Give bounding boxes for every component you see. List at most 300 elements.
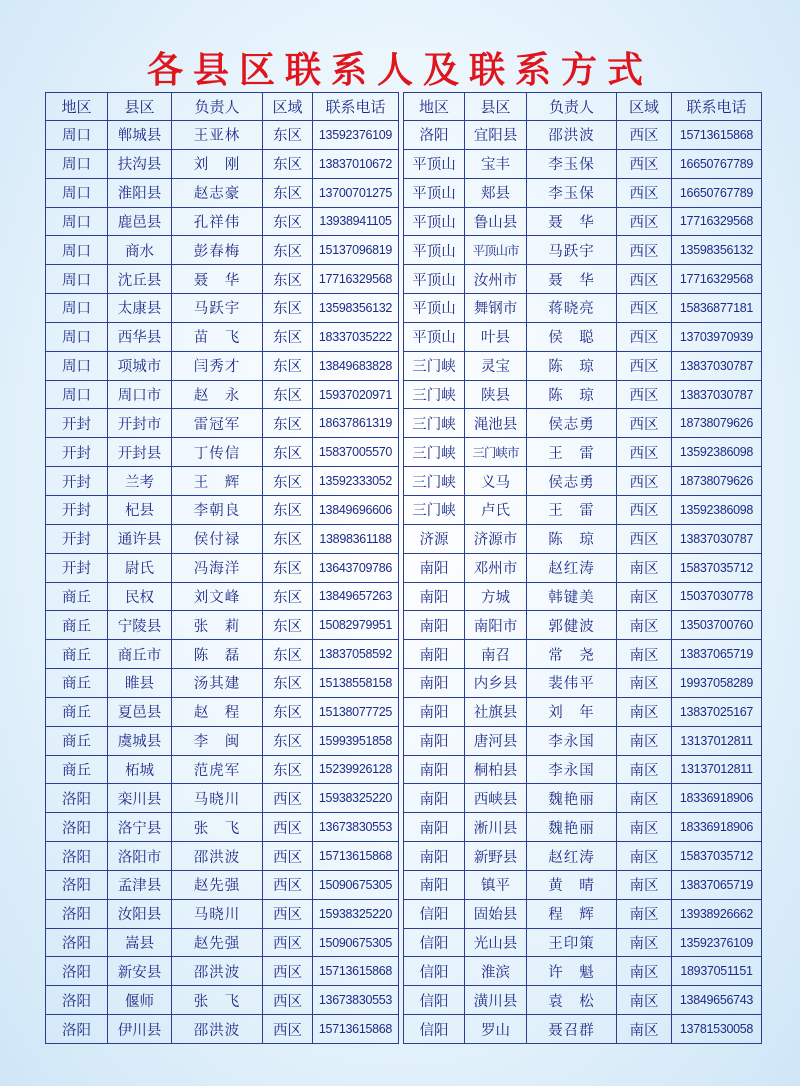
cell-county: 通许县: [108, 524, 172, 553]
cell-county: 内乡县: [465, 669, 527, 698]
cell-person: 汤其建: [172, 669, 263, 698]
cell-county: 兰考: [108, 467, 172, 496]
cell-person: 赵 永: [172, 380, 263, 409]
cell-phone: 15837035712: [672, 553, 762, 582]
cell-phone: 15713615868: [313, 957, 399, 986]
table-row: [46, 957, 399, 986]
cell-zone: 东区: [263, 322, 313, 351]
cell-region: 开封: [46, 524, 108, 553]
cell-county: 孟津县: [108, 870, 172, 899]
cell-region: 南阳: [404, 640, 465, 669]
cell-person: 聂 华: [172, 265, 263, 294]
cell-zone: 东区: [263, 582, 313, 611]
cell-county: 淅川县: [465, 813, 527, 842]
table-row: [404, 928, 762, 957]
cell-county: 平顶山市: [465, 236, 527, 265]
header-county: 县区: [108, 93, 172, 121]
cell-region: 洛阳: [46, 870, 108, 899]
cell-region: 周口: [46, 207, 108, 236]
cell-phone: 13837010672: [313, 149, 399, 178]
cell-region: 三门峡: [404, 351, 465, 380]
cell-county: 周口市: [108, 380, 172, 409]
cell-region: 平顶山: [404, 178, 465, 207]
cell-region: 南阳: [404, 755, 465, 784]
table-row: [404, 813, 762, 842]
cell-zone: 南区: [617, 697, 672, 726]
table-row: [404, 842, 762, 871]
cell-phone: 13837025167: [672, 697, 762, 726]
cell-person: 邵洪波: [527, 121, 617, 150]
cell-phone: 16650767789: [672, 149, 762, 178]
cell-county: 济源市: [465, 524, 527, 553]
cell-person: 王印策: [527, 928, 617, 957]
cell-county: 镇平: [465, 870, 527, 899]
cell-county: 宁陵县: [108, 611, 172, 640]
cell-county: 唐河县: [465, 726, 527, 755]
cell-region: 信阳: [404, 986, 465, 1015]
cell-zone: 西区: [617, 495, 672, 524]
cell-phone: 13938926662: [672, 899, 762, 928]
cell-county: 新安县: [108, 957, 172, 986]
cell-region: 平顶山: [404, 207, 465, 236]
cell-person: 侯付禄: [172, 524, 263, 553]
cell-person: 郭健波: [527, 611, 617, 640]
cell-person: 侯志勇: [527, 467, 617, 496]
cell-region: 济源: [404, 524, 465, 553]
cell-person: 李永国: [527, 755, 617, 784]
table-row: [404, 697, 762, 726]
table-row: [46, 207, 399, 236]
cell-zone: 南区: [617, 986, 672, 1015]
cell-zone: 西区: [617, 380, 672, 409]
cell-zone: 东区: [263, 149, 313, 178]
cell-region: 周口: [46, 149, 108, 178]
table-row: [46, 755, 399, 784]
table-row: [404, 669, 762, 698]
contact-table-right-body: [404, 121, 762, 1044]
cell-person: 刘 刚: [172, 149, 263, 178]
cell-zone: 西区: [617, 467, 672, 496]
cell-county: 西峡县: [465, 784, 527, 813]
table-row: [46, 149, 399, 178]
table-row: [404, 322, 762, 351]
cell-zone: 南区: [617, 928, 672, 957]
cell-county: 鲁山县: [465, 207, 527, 236]
table-row: [46, 467, 399, 496]
cell-phone: 15993951858: [313, 726, 399, 755]
cell-county: 三门峡市: [465, 438, 527, 467]
table-row: [46, 121, 399, 150]
cell-county: 新野县: [465, 842, 527, 871]
table-row: [46, 697, 399, 726]
cell-zone: 西区: [263, 899, 313, 928]
cell-region: 商丘: [46, 697, 108, 726]
table-row: [46, 380, 399, 409]
table-row: [46, 870, 399, 899]
cell-zone: 西区: [617, 409, 672, 438]
cell-person: 陈 琼: [527, 351, 617, 380]
cell-region: 南阳: [404, 784, 465, 813]
cell-person: 聂 华: [527, 207, 617, 236]
table-row: [46, 553, 399, 582]
table-row: [404, 611, 762, 640]
cell-person: 李玉保: [527, 149, 617, 178]
table-row: [46, 322, 399, 351]
cell-person: 邵洪波: [172, 842, 263, 871]
cell-person: 丁传信: [172, 438, 263, 467]
table-row: [46, 899, 399, 928]
cell-county: 西华县: [108, 322, 172, 351]
cell-county: 沈丘县: [108, 265, 172, 294]
cell-zone: 西区: [617, 207, 672, 236]
cell-region: 南阳: [404, 697, 465, 726]
cell-region: 周口: [46, 121, 108, 150]
cell-person: 聂召群: [527, 1015, 617, 1044]
table-row: [46, 178, 399, 207]
cell-county: 鹿邑县: [108, 207, 172, 236]
cell-phone: 13592386098: [672, 438, 762, 467]
cell-region: 南阳: [404, 813, 465, 842]
cell-phone: 18337035222: [313, 322, 399, 351]
cell-zone: 东区: [263, 640, 313, 669]
cell-phone: 18336918906: [672, 784, 762, 813]
cell-region: 信阳: [404, 1015, 465, 1044]
cell-county: 渑池县: [465, 409, 527, 438]
cell-phone: 15937020971: [313, 380, 399, 409]
cell-person: 李玉保: [527, 178, 617, 207]
cell-county: 夏邑县: [108, 697, 172, 726]
header-zone: 区域: [617, 93, 672, 121]
cell-phone: 13849683828: [313, 351, 399, 380]
cell-county: 柘城: [108, 755, 172, 784]
cell-person: 常 尧: [527, 640, 617, 669]
table-row: [404, 726, 762, 755]
cell-person: 苗 飞: [172, 322, 263, 351]
cell-zone: 西区: [617, 524, 672, 553]
table-row: [46, 784, 399, 813]
cell-zone: 东区: [263, 121, 313, 150]
cell-person: 马跃宇: [527, 236, 617, 265]
cell-region: 周口: [46, 265, 108, 294]
cell-zone: 东区: [263, 409, 313, 438]
cell-phone: 18937051151: [672, 957, 762, 986]
cell-person: 程 辉: [527, 899, 617, 928]
cell-person: 张 莉: [172, 611, 263, 640]
cell-zone: 东区: [263, 755, 313, 784]
cell-county: 宝丰: [465, 149, 527, 178]
cell-person: 赵红涛: [527, 553, 617, 582]
cell-person: 王 辉: [172, 467, 263, 496]
cell-person: 陈 磊: [172, 640, 263, 669]
cell-phone: 13837058592: [313, 640, 399, 669]
cell-region: 洛阳: [46, 1015, 108, 1044]
cell-county: 社旗县: [465, 697, 527, 726]
cell-region: 洛阳: [46, 957, 108, 986]
table-row: [404, 1015, 762, 1044]
cell-region: 洛阳: [46, 842, 108, 871]
cell-phone: 13849656743: [672, 986, 762, 1015]
cell-zone: 东区: [263, 726, 313, 755]
cell-zone: 西区: [263, 870, 313, 899]
cell-county: 南召: [465, 640, 527, 669]
cell-region: 开封: [46, 495, 108, 524]
cell-region: 信阳: [404, 899, 465, 928]
cell-phone: 13592333052: [313, 467, 399, 496]
cell-person: 刘文峰: [172, 582, 263, 611]
header-person: 负责人: [527, 93, 617, 121]
cell-phone: 13592376109: [672, 928, 762, 957]
table-row: [46, 409, 399, 438]
cell-person: 李 闽: [172, 726, 263, 755]
cell-region: 三门峡: [404, 409, 465, 438]
cell-county: 方城: [465, 582, 527, 611]
cell-phone: 17716329568: [672, 207, 762, 236]
cell-region: 平顶山: [404, 149, 465, 178]
table-row: [404, 149, 762, 178]
cell-zone: 西区: [263, 813, 313, 842]
table-row: [404, 582, 762, 611]
cell-zone: 南区: [617, 813, 672, 842]
cell-region: 南阳: [404, 553, 465, 582]
cell-person: 袁 松: [527, 986, 617, 1015]
cell-region: 周口: [46, 322, 108, 351]
cell-region: 商丘: [46, 640, 108, 669]
cell-region: 商丘: [46, 611, 108, 640]
cell-region: 三门峡: [404, 380, 465, 409]
cell-person: 雷冠军: [172, 409, 263, 438]
table-row: [404, 870, 762, 899]
cell-region: 开封: [46, 409, 108, 438]
cell-region: 信阳: [404, 928, 465, 957]
cell-region: 洛阳: [46, 813, 108, 842]
cell-zone: 东区: [263, 553, 313, 582]
cell-person: 魏艳丽: [527, 813, 617, 842]
cell-person: 赵志豪: [172, 178, 263, 207]
cell-phone: 13598356132: [313, 294, 399, 323]
cell-phone: 15713615868: [313, 1015, 399, 1044]
cell-person: 许 魁: [527, 957, 617, 986]
table-row: [404, 957, 762, 986]
header-region: 地区: [46, 93, 108, 121]
table-row: [404, 467, 762, 496]
cell-person: 孔祥伟: [172, 207, 263, 236]
cell-phone: 13592376109: [313, 121, 399, 150]
cell-person: 王 雷: [527, 495, 617, 524]
cell-county: 宜阳县: [465, 121, 527, 150]
cell-county: 杞县: [108, 495, 172, 524]
cell-county: 邓州市: [465, 553, 527, 582]
cell-zone: 西区: [263, 957, 313, 986]
cell-zone: 南区: [617, 957, 672, 986]
cell-county: 郸城县: [108, 121, 172, 150]
cell-zone: 南区: [617, 870, 672, 899]
cell-region: 平顶山: [404, 236, 465, 265]
table-row: [404, 438, 762, 467]
table-row: [46, 524, 399, 553]
cell-county: 南阳市: [465, 611, 527, 640]
cell-phone: 18738079626: [672, 467, 762, 496]
cell-region: 周口: [46, 294, 108, 323]
cell-phone: 18336918906: [672, 813, 762, 842]
cell-region: 信阳: [404, 957, 465, 986]
table-row: [46, 582, 399, 611]
cell-zone: 南区: [617, 640, 672, 669]
cell-county: 虞城县: [108, 726, 172, 755]
cell-zone: 西区: [617, 265, 672, 294]
cell-zone: 东区: [263, 294, 313, 323]
table-row: [46, 611, 399, 640]
table-row: [404, 178, 762, 207]
header-region: 地区: [404, 93, 465, 121]
cell-phone: 13898361188: [313, 524, 399, 553]
cell-person: 彭春梅: [172, 236, 263, 265]
cell-county: 栾川县: [108, 784, 172, 813]
cell-region: 周口: [46, 236, 108, 265]
cell-person: 张 飞: [172, 986, 263, 1015]
cell-zone: 西区: [617, 149, 672, 178]
cell-phone: 13673830553: [313, 813, 399, 842]
table-row: [404, 553, 762, 582]
cell-person: 张 飞: [172, 813, 263, 842]
cell-county: 扶沟县: [108, 149, 172, 178]
table-row: [404, 121, 762, 150]
cell-phone: 15713615868: [313, 842, 399, 871]
cell-region: 商丘: [46, 582, 108, 611]
cell-phone: 15938325220: [313, 899, 399, 928]
cell-person: 赵先强: [172, 870, 263, 899]
table-row: [404, 207, 762, 236]
cell-person: 王亚林: [172, 121, 263, 150]
cell-phone: 13643709786: [313, 553, 399, 582]
cell-zone: 南区: [617, 611, 672, 640]
cell-zone: 南区: [617, 899, 672, 928]
cell-region: 三门峡: [404, 467, 465, 496]
cell-region: 商丘: [46, 755, 108, 784]
cell-person: 侯志勇: [527, 409, 617, 438]
cell-region: 洛阳: [46, 986, 108, 1015]
cell-phone: 13598356132: [672, 236, 762, 265]
cell-person: 陈 琼: [527, 380, 617, 409]
table-row: [46, 813, 399, 842]
cell-person: 裴伟平: [527, 669, 617, 698]
cell-region: 洛阳: [46, 784, 108, 813]
cell-county: 卢氏: [465, 495, 527, 524]
cell-phone: 18738079626: [672, 409, 762, 438]
contact-table-left: [45, 92, 399, 1044]
cell-person: 赵先强: [172, 928, 263, 957]
cell-phone: 13849696606: [313, 495, 399, 524]
table-row: [46, 726, 399, 755]
cell-county: 光山县: [465, 928, 527, 957]
cell-county: 灵宝: [465, 351, 527, 380]
cell-zone: 东区: [263, 524, 313, 553]
cell-person: 邵洪波: [172, 957, 263, 986]
cell-phone: 15837035712: [672, 842, 762, 871]
table-row: [404, 640, 762, 669]
table-row: [46, 640, 399, 669]
cell-zone: 西区: [263, 986, 313, 1015]
cell-person: 赵 程: [172, 697, 263, 726]
cell-region: 平顶山: [404, 322, 465, 351]
table-row: [404, 409, 762, 438]
cell-zone: 南区: [617, 669, 672, 698]
cell-region: 周口: [46, 178, 108, 207]
table-header-row: [46, 93, 399, 121]
cell-phone: 13703970939: [672, 322, 762, 351]
cell-region: 南阳: [404, 726, 465, 755]
cell-phone: 13938941105: [313, 207, 399, 236]
table-row: [46, 669, 399, 698]
cell-person: 赵红涛: [527, 842, 617, 871]
table-row: [404, 294, 762, 323]
cell-region: 商丘: [46, 669, 108, 698]
cell-region: 洛阳: [46, 899, 108, 928]
cell-person: 李朝良: [172, 495, 263, 524]
cell-zone: 东区: [263, 207, 313, 236]
cell-county: 尉氏: [108, 553, 172, 582]
cell-phone: 16650767789: [672, 178, 762, 207]
cell-person: 侯 聪: [527, 322, 617, 351]
cell-phone: 15239926128: [313, 755, 399, 784]
cell-person: 刘 年: [527, 697, 617, 726]
cell-county: 睢县: [108, 669, 172, 698]
cell-phone: 17716329568: [313, 265, 399, 294]
contact-table-left-body: [46, 121, 399, 1044]
cell-phone: 17716329568: [672, 265, 762, 294]
cell-zone: 西区: [263, 842, 313, 871]
cell-county: 项城市: [108, 351, 172, 380]
cell-zone: 东区: [263, 611, 313, 640]
cell-person: 马晓川: [172, 899, 263, 928]
cell-county: 罗山: [465, 1015, 527, 1044]
contact-table-right: [403, 92, 762, 1044]
table-row: [404, 236, 762, 265]
cell-phone: 13503700760: [672, 611, 762, 640]
cell-person: 范虎军: [172, 755, 263, 784]
header-county: 县区: [465, 93, 527, 121]
cell-county: 固始县: [465, 899, 527, 928]
cell-county: 伊川县: [108, 1015, 172, 1044]
cell-county: 淮滨: [465, 957, 527, 986]
cell-county: 商丘市: [108, 640, 172, 669]
cell-person: 冯海洋: [172, 553, 263, 582]
cell-phone: 15837005570: [313, 438, 399, 467]
cell-zone: 东区: [263, 669, 313, 698]
table-row: [46, 842, 399, 871]
table-row: [404, 380, 762, 409]
cell-person: 韩键美: [527, 582, 617, 611]
cell-county: 偃师: [108, 986, 172, 1015]
cell-person: 马跃宇: [172, 294, 263, 323]
cell-person: 魏艳丽: [527, 784, 617, 813]
cell-zone: 西区: [617, 351, 672, 380]
cell-phone: 19937058289: [672, 669, 762, 698]
cell-county: 潢川县: [465, 986, 527, 1015]
cell-zone: 南区: [617, 842, 672, 871]
cell-phone: 15037030778: [672, 582, 762, 611]
cell-region: 三门峡: [404, 438, 465, 467]
cell-region: 南阳: [404, 611, 465, 640]
table-row: [404, 986, 762, 1015]
cell-region: 周口: [46, 351, 108, 380]
cell-zone: 西区: [617, 322, 672, 351]
cell-zone: 东区: [263, 178, 313, 207]
cell-region: 平顶山: [404, 294, 465, 323]
cell-phone: 13837065719: [672, 640, 762, 669]
cell-phone: 15138558158: [313, 669, 399, 698]
table-row: [46, 495, 399, 524]
cell-phone: 13837065719: [672, 870, 762, 899]
